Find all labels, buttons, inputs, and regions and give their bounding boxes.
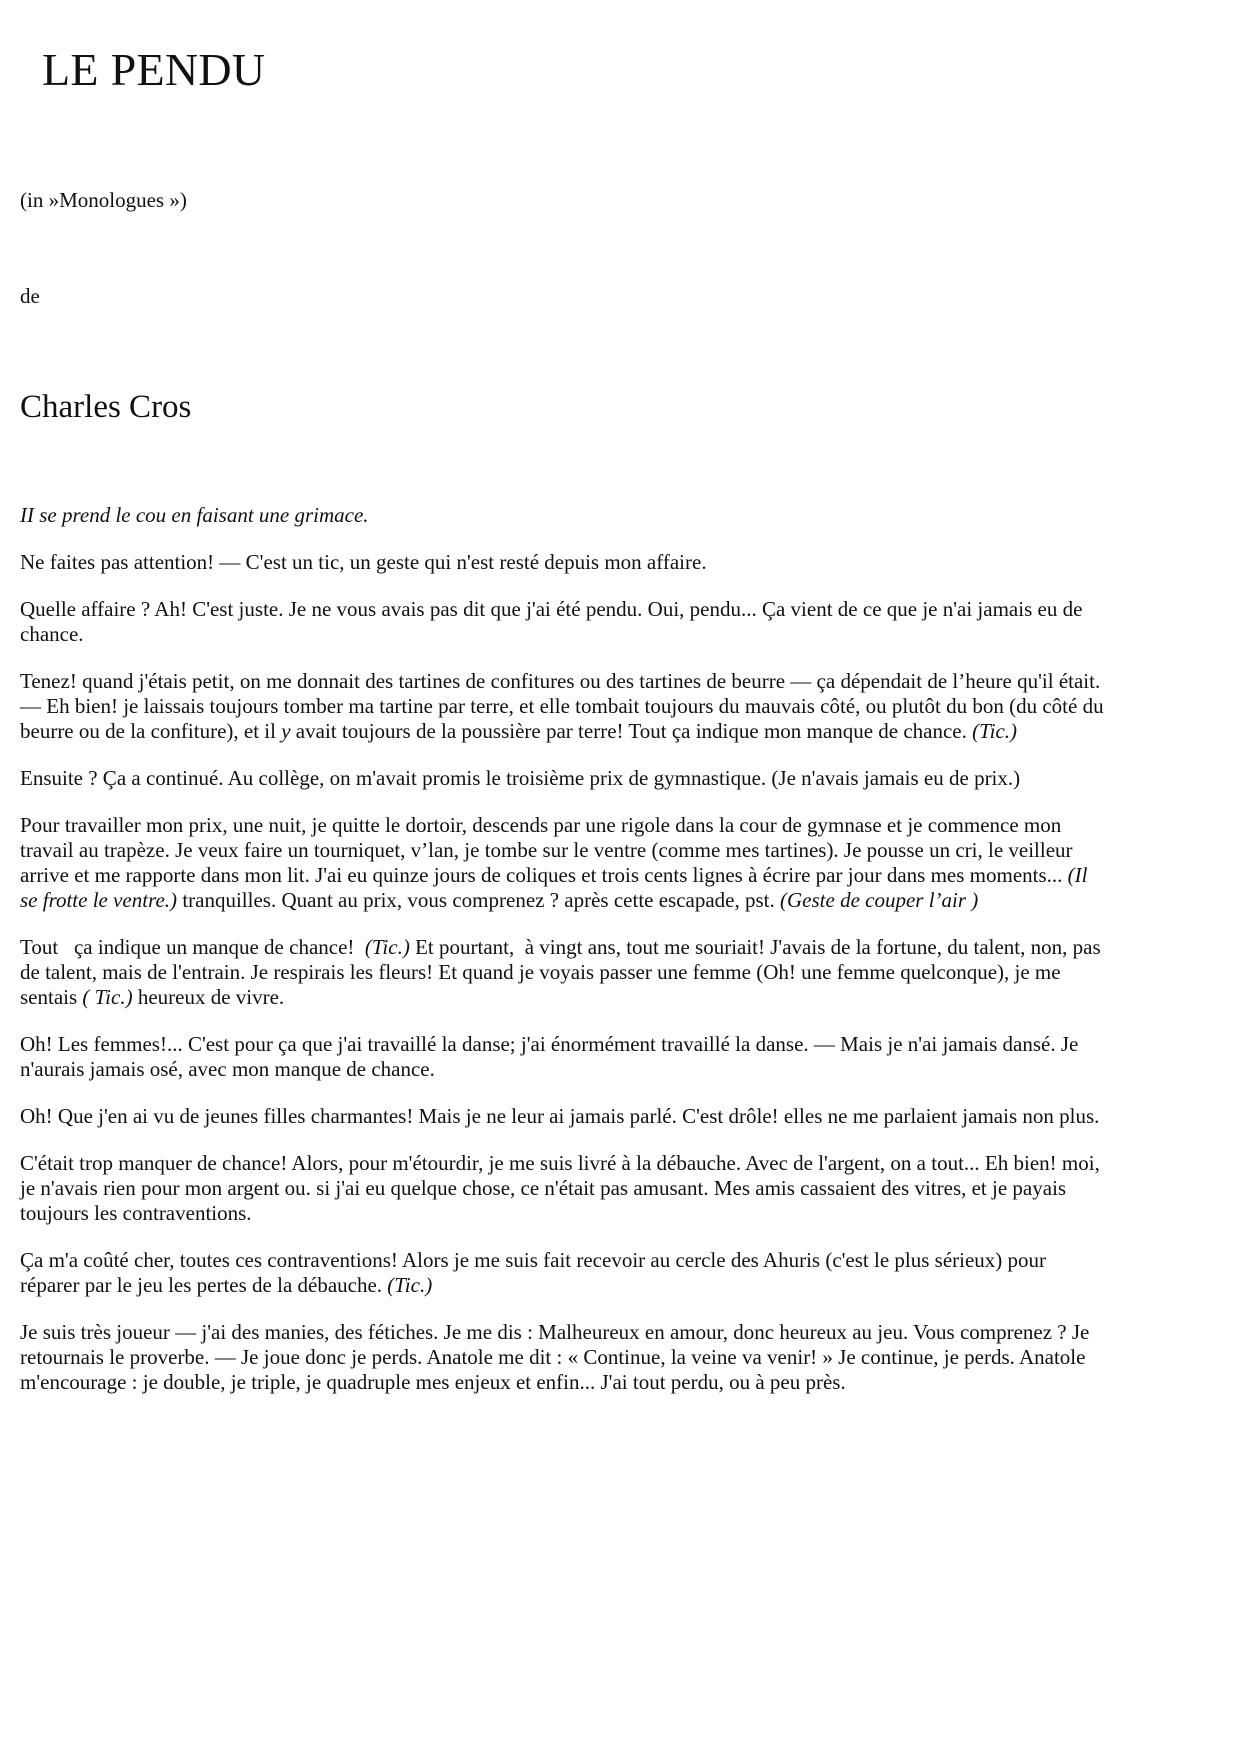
text-run: C'était trop manquer de chance! Alors, pour m'étourdir, je me suis livré à la débauche. Avec de l'argent, on a tout... Eh bien! moi, je n'avais rien pour mon argent ou. si j'ai eu quelque chose, ce n'était pas amusant. Mes amis cassaient des vitres, et je payais toujours les contraventions. bbox=[20, 1151, 1106, 1225]
paragraph bbox=[20, 669, 1108, 744]
text-run: Ça m'a coûté cher, toutes ces contraventions! Alors je me suis fait recevoir au cercle des Ahuris (c'est le plus sérieux) pour réparer par le jeu les pertes de la débauche. bbox=[20, 1248, 1052, 1297]
paragraph bbox=[20, 1320, 1108, 1395]
text-run: Et pourtant, à vingt ans, tout me souriait! J'avais de la fortune, du talent, non, pas de talent, mais de l'entrain. Je respirais les fleurs! Et quand je voyais passer une femme (Oh! une femme quelconque), je me sentais bbox=[20, 935, 1106, 1009]
italic-text: y bbox=[281, 719, 291, 743]
paragraph bbox=[20, 1032, 1108, 1082]
text-run: heureux de vivre. bbox=[132, 985, 285, 1009]
text-run: Ne faites pas attention! — C'est un tic, un geste qui n'est resté depuis mon affaire. bbox=[20, 550, 707, 574]
text-run: tranquilles. Quant au prix, vous comprenez ? après cette escapade, pst. bbox=[177, 888, 781, 912]
paragraph bbox=[20, 766, 1108, 791]
text-run: Oh! Les femmes!... C'est pour ça que j'ai travaillé la danse; j'ai énormément travaillé la danse. — Mais je n'ai jamais dansé. Je n'aurais jamais osé, avec mon manque de chance. bbox=[20, 1032, 1084, 1081]
text-run: Pour travailler mon prix, une nuit, je quitte le dortoir, descends par une rigole dans la cour de gymnase et je commence mon travail au trapèze. Je veux faire un tourniquet, v’lan, je tombe sur le ventre (comme mes tartines). Je pousse un cri, le veilleur arrive et me rapporte dans mon lit. J'ai eu quinze jours de coliques et trois cents lignes à écrire par jour dans mes moments... bbox=[20, 813, 1078, 887]
text-run: Ensuite ? Ça a continué. Au collège, on m'avait promis le troisième prix de gymnastique. (Je n'avais jamais eu de prix.) bbox=[20, 766, 1021, 790]
paragraph bbox=[20, 813, 1108, 913]
italic-text: (Tic.) bbox=[364, 935, 410, 959]
paragraph bbox=[20, 935, 1108, 1010]
italic-text: (Geste de couper l’air ) bbox=[780, 888, 979, 912]
paragraph bbox=[20, 550, 1108, 575]
text-run: Tenez! quand j'étais petit, on me donnait des tartines de confitures ou des tartines de beurre — ça dépendait de l’heure qu'il était. — Eh bien! je laissais toujours tomber ma tartine par terre, et elle tombait toujours du mauvais côté, ou plutôt du bon (du côté du beurre ou de la confiture), et il bbox=[20, 669, 1109, 743]
stage-direction bbox=[20, 503, 1108, 528]
paragraph bbox=[20, 1151, 1108, 1226]
text-run: Oh! Que j'en ai vu de jeunes filles charmantes! Mais je ne leur ai jamais parlé. C'est drôle! elles ne me parlaient jamais non plus. bbox=[20, 1104, 1100, 1128]
italic-text: (Tic.) bbox=[387, 1273, 433, 1297]
document-title: LE PENDU bbox=[42, 44, 266, 95]
author-name: Charles Cros bbox=[20, 389, 192, 425]
italic-text: II se prend le cou en faisant une grimace. bbox=[20, 503, 369, 527]
paragraph bbox=[20, 597, 1108, 647]
italic-text: ( Tic.) bbox=[82, 985, 133, 1009]
paragraph bbox=[20, 1104, 1108, 1129]
italic-text: (Il se frotte le ventre.) bbox=[20, 863, 1093, 912]
body-text bbox=[20, 503, 1108, 1417]
text-run: Tout ça indique un manque de chance! bbox=[20, 935, 365, 959]
text-run: Je suis très joueur — j'ai des manies, des fétiches. Je me dis : Malheureux en amour, donc heureux au jeu. Vous comprenez ? Je retournais le proverbe. — Je joue donc je perds. Anatole me dit : « Continue, la veine va venir! » Je continue, je perds. Anatole m'encourage : je double, je triple, je quadruple mes enjeux et enfin... J'ai tout perdu, ou à peu près. bbox=[20, 1320, 1095, 1394]
byline-prefix: de bbox=[20, 284, 40, 308]
text-run: Quelle affaire ? Ah! C'est juste. Je ne vous avais pas dit que j'ai été pendu. Oui, pendu... Ça vient de ce que je n'ai jamais eu de chance. bbox=[20, 597, 1088, 646]
italic-text: (Tic.) bbox=[972, 719, 1018, 743]
text-run: avait toujours de la poussière par terre! Tout ça indique mon manque de chance. bbox=[290, 719, 973, 743]
source-note: (in »Monologues ») bbox=[20, 188, 187, 212]
paragraph bbox=[20, 1248, 1108, 1298]
